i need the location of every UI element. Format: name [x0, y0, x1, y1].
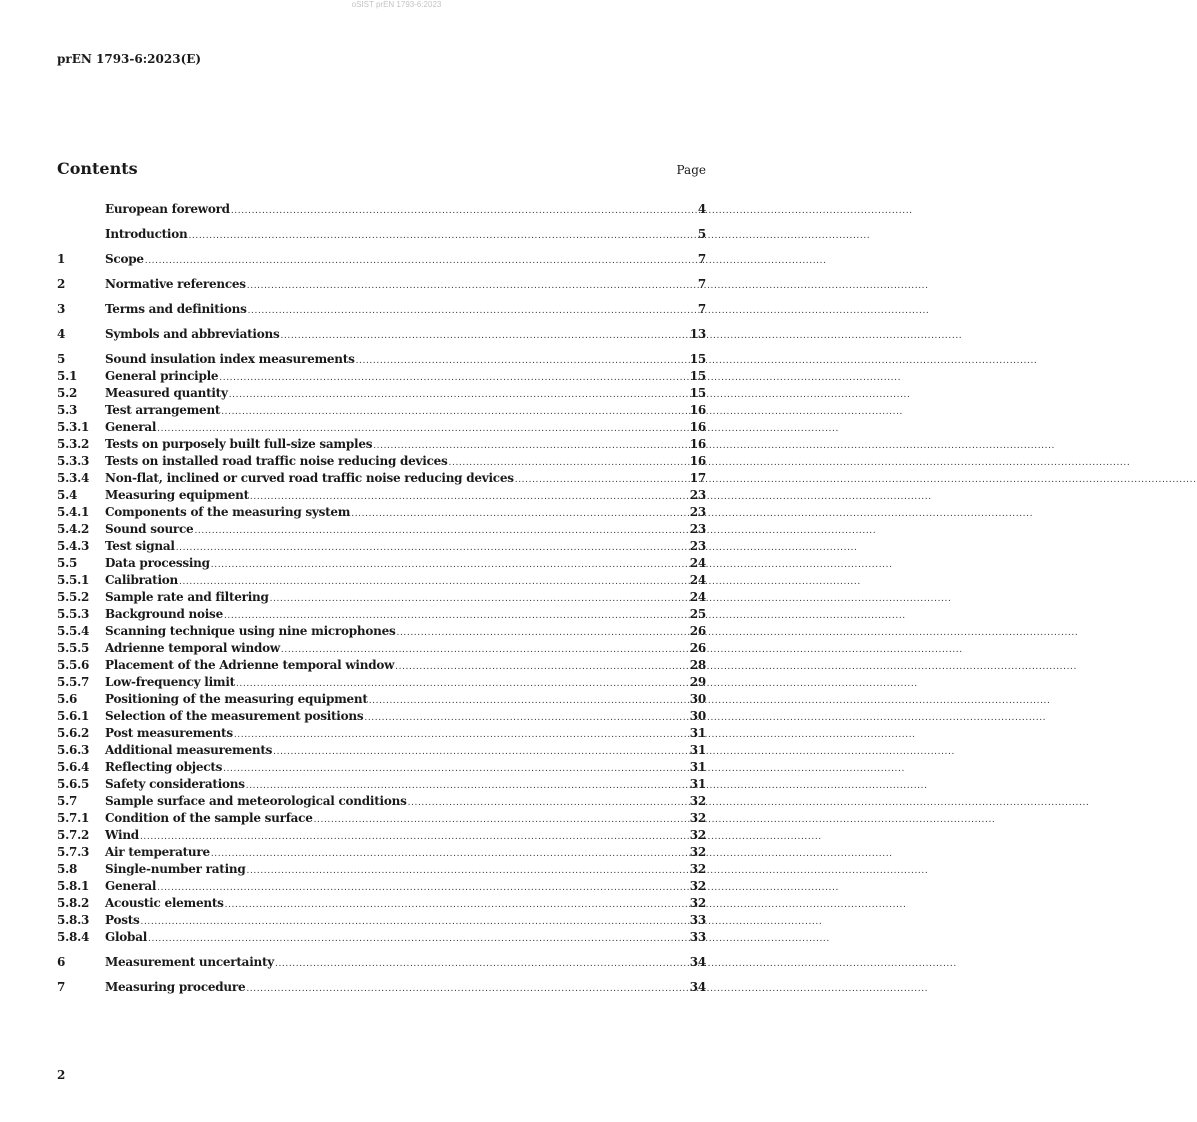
toc-dot-leader	[273, 744, 689, 761]
toc-entry-title: Calibration	[105, 573, 179, 587]
toc-entry-number: 5.7.3	[57, 845, 90, 859]
page-column-label: Page	[676, 163, 706, 177]
toc-entry-number: 6	[57, 955, 66, 969]
toc-entry[interactable]	[57, 878, 706, 895]
toc-entry-number: 5.5.4	[57, 624, 90, 638]
toc-entry[interactable]	[57, 725, 706, 742]
toc-entry[interactable]	[57, 521, 706, 538]
toc-dot-leader	[397, 625, 689, 642]
toc-entry-title: General principle	[105, 369, 219, 383]
toc-entry-page: 24	[689, 590, 706, 604]
toc-entry[interactable]	[57, 555, 706, 572]
toc-entry-page: 15	[689, 369, 706, 383]
toc-dot-leader	[270, 591, 689, 608]
toc-entry-page: 23	[689, 488, 706, 502]
toc-entry-title: Tests on installed road traffic noise reducing devices	[105, 454, 448, 468]
toc-entry-number: 5.2	[57, 386, 78, 400]
toc-dot-leader	[194, 523, 688, 540]
toc-entry-page: 32	[689, 879, 706, 893]
toc-entry-title: Symbols and abbreviations	[105, 327, 280, 341]
page-number: 2	[57, 1068, 66, 1082]
toc-entry-page: 24	[689, 556, 706, 570]
toc-entry-page: 33	[689, 913, 706, 927]
toc-dot-leader	[219, 370, 689, 387]
toc-entry-page: 25	[689, 607, 706, 621]
toc-entry-title: Sample surface and meteorological conditions	[105, 794, 407, 808]
toc-entry-title: Acoustic elements	[105, 896, 224, 910]
document-id: prEN 1793-6:2023(E)	[57, 52, 202, 66]
toc-entry[interactable]	[57, 385, 706, 402]
toc-entry-page: 23	[689, 505, 706, 519]
toc-entry-number: 5.3.2	[57, 437, 90, 451]
toc-dot-leader	[369, 693, 689, 710]
toc-entry-page: 28	[689, 658, 706, 672]
toc-entry-number: 5.6.3	[57, 743, 90, 757]
toc-dot-leader	[157, 880, 689, 897]
toc-entry-title: Condition of the sample surface	[105, 811, 313, 825]
toc-entry[interactable]	[57, 861, 706, 878]
toc-entry-page: 29	[689, 675, 706, 689]
toc-entry-number: 5.8	[57, 862, 78, 876]
toc-entry-page: 13	[689, 327, 706, 341]
toc-entry-number: 5.5.6	[57, 658, 90, 672]
toc-entry-title: Terms and definitions	[105, 302, 247, 316]
toc-entry[interactable]	[57, 827, 706, 844]
toc-entry[interactable]	[57, 691, 706, 708]
toc-entry-number: 5.4.2	[57, 522, 90, 536]
toc-entry-title: Reflecting objects	[105, 760, 223, 774]
toc-entry-page: 31	[689, 760, 706, 774]
toc-entry-title: Single-number rating	[105, 862, 246, 876]
watermark: oSIST prEN 1793-6:2023	[351, 0, 442, 9]
toc-entry-title: Background noise	[105, 607, 223, 621]
toc-dot-leader	[188, 228, 696, 245]
toc-entry-page: 32	[689, 845, 706, 859]
toc-entry-page: 26	[689, 624, 706, 638]
toc-entry-page: 32	[689, 811, 706, 825]
toc-entry-title: Test arrangement	[105, 403, 221, 417]
toc-dot-leader	[515, 472, 689, 489]
toc-entry-number: 5.8.3	[57, 913, 90, 927]
toc-entry-number: 5	[57, 352, 66, 366]
toc-entry-page: 16	[689, 403, 706, 417]
toc-entry-number: 5.6.5	[57, 777, 90, 791]
toc-entry-title: Posts	[105, 913, 140, 927]
toc-entry-number: 5.4.1	[57, 505, 90, 519]
toc-entry-title: Measuring procedure	[105, 980, 246, 994]
toc-entry-title: Scope	[105, 252, 144, 266]
toc-entry[interactable]	[57, 844, 706, 861]
toc-entry-title: Components of the measuring system	[105, 505, 351, 519]
toc-entry[interactable]	[57, 326, 706, 343]
toc-dot-leader	[140, 829, 689, 846]
toc-entry-title: Selection of the measurement positions	[105, 709, 364, 723]
toc-entry[interactable]	[57, 606, 706, 623]
toc-entry-number: 5.3.3	[57, 454, 90, 468]
toc-entry-title: European foreword	[105, 202, 230, 216]
toc-entry-number: 5.7.2	[57, 828, 90, 842]
toc-entry[interactable]	[57, 589, 706, 606]
toc-entry[interactable]	[57, 487, 706, 504]
toc-dot-leader	[314, 812, 689, 829]
toc-entry-number: 5.5.1	[57, 573, 90, 587]
toc-dot-leader	[148, 931, 689, 948]
toc-entry[interactable]	[57, 470, 706, 487]
toc-entry[interactable]	[57, 657, 706, 674]
toc-entry[interactable]	[57, 572, 706, 589]
toc-entry-number: 5.5.2	[57, 590, 90, 604]
toc-entry-title: Measured quantity	[105, 386, 228, 400]
toc-entry-number: 1	[57, 252, 66, 266]
toc-entry-page: 32	[689, 862, 706, 876]
toc-entry-number: 3	[57, 302, 66, 316]
toc-entry-title: Test signal	[105, 539, 175, 553]
toc-entry[interactable]	[57, 201, 706, 218]
toc-entry[interactable]	[57, 351, 706, 368]
toc-entry-title: Measuring equipment	[105, 488, 249, 502]
toc-entry-page: 4	[697, 202, 706, 216]
toc-entry-title: General	[105, 879, 157, 893]
toc-dot-leader	[211, 846, 689, 863]
toc-entry-title: Sample rate and filtering	[105, 590, 269, 604]
toc-entry-number: 5.6.4	[57, 760, 90, 774]
toc-entry-title: Measurement uncertainty	[105, 955, 274, 969]
toc-dot-leader	[229, 387, 689, 404]
toc-entry[interactable]	[57, 623, 706, 640]
toc-entry-number: 5.6	[57, 692, 78, 706]
toc-entry[interactable]	[57, 776, 706, 793]
toc-entry-number: 5.6.1	[57, 709, 90, 723]
toc-entry-number: 5.3.1	[57, 420, 90, 434]
toc-entry-number: 5.5	[57, 556, 78, 570]
toc-entry-title: Wind	[105, 828, 139, 842]
toc-entry-page: 15	[689, 352, 706, 366]
toc-entry-number: 4	[57, 327, 66, 341]
toc-entry[interactable]	[57, 301, 706, 318]
toc-entry-page: 16	[689, 420, 706, 434]
toc-entry-page: 32	[689, 896, 706, 910]
toc-entry[interactable]	[57, 419, 706, 436]
toc-entry-number: 5.3.4	[57, 471, 90, 485]
toc-entry-title: Air temperature	[105, 845, 210, 859]
toc-entry-page: 7	[697, 277, 706, 291]
toc-dot-leader	[248, 303, 697, 320]
toc-entry-page: 32	[689, 794, 706, 808]
toc-entry[interactable]	[57, 538, 706, 555]
toc-entry-number: 5.5.5	[57, 641, 90, 655]
toc-entry-page: 34	[689, 980, 706, 994]
toc-dot-leader	[223, 761, 689, 778]
toc-entry-title: General	[105, 420, 157, 434]
toc-entry-number: 5.8.4	[57, 930, 90, 944]
toc-dot-leader	[364, 710, 688, 727]
toc-entry-number: 5.8.2	[57, 896, 90, 910]
table-of-contents	[57, 201, 706, 996]
toc-dot-leader	[247, 278, 697, 295]
toc-entry-page: 7	[697, 252, 706, 266]
toc-entry-number: 5.7	[57, 794, 78, 808]
toc-entry-number: 5.4.3	[57, 539, 90, 553]
toc-entry-number: 2	[57, 277, 66, 291]
toc-entry-title: Global	[105, 930, 148, 944]
toc-entry-page: 7	[697, 302, 706, 316]
toc-dot-leader	[247, 863, 689, 880]
toc-entry-page: 30	[689, 692, 706, 706]
toc-entry[interactable]	[57, 954, 706, 971]
toc-entry-page: 33	[689, 930, 706, 944]
toc-entry[interactable]	[57, 810, 706, 827]
toc-dot-leader	[351, 506, 689, 523]
toc-entry-title: Scanning technique using nine microphones	[105, 624, 396, 638]
toc-dot-leader	[280, 328, 688, 345]
toc-dot-leader	[145, 253, 697, 270]
toc-dot-leader	[395, 659, 689, 676]
toc-dot-leader	[275, 956, 689, 973]
toc-entry-title: Data processing	[105, 556, 210, 570]
toc-entry[interactable]	[57, 640, 706, 657]
toc-entry-title: Sound source	[105, 522, 194, 536]
toc-entry-number: 5.3	[57, 403, 78, 417]
toc-entry[interactable]	[57, 912, 706, 929]
toc-dot-leader	[176, 540, 689, 557]
toc-entry[interactable]	[57, 402, 706, 419]
toc-entry-title: Additional measurements	[105, 743, 273, 757]
toc-entry-page: 24	[689, 573, 706, 587]
toc-entry-page: 32	[689, 828, 706, 842]
toc-entry[interactable]	[57, 895, 706, 912]
contents-heading: Contents	[57, 159, 138, 178]
toc-dot-leader	[231, 203, 697, 220]
toc-entry-title: Placement of the Adrienne temporal window	[105, 658, 395, 672]
toc-entry-number: 5.1	[57, 369, 78, 383]
toc-dot-leader	[356, 353, 689, 370]
toc-entry-number: 5.4	[57, 488, 78, 502]
toc-entry-number: 5.5.7	[57, 675, 90, 689]
toc-entry[interactable]	[57, 742, 706, 759]
toc-entry[interactable]	[57, 436, 706, 453]
toc-dot-leader	[234, 727, 689, 744]
toc-entry[interactable]	[57, 453, 706, 470]
toc-dot-leader	[141, 914, 689, 931]
toc-entry[interactable]	[57, 759, 706, 776]
toc-entry[interactable]	[57, 251, 706, 268]
toc-entry[interactable]	[57, 674, 706, 691]
toc-entry-number: 5.5.3	[57, 607, 90, 621]
toc-entry-page: 34	[689, 955, 706, 969]
toc-entry-page: 17	[689, 471, 706, 485]
toc-entry-number: 5.8.1	[57, 879, 90, 893]
toc-entry-page: 31	[689, 743, 706, 757]
toc-entry-title: Tests on purposely built full-size samples	[105, 437, 373, 451]
toc-entry-title: Post measurements	[105, 726, 233, 740]
toc-entry-page: 23	[689, 539, 706, 553]
toc-entry[interactable]	[57, 793, 706, 810]
toc-entry-title: Safety considerations	[105, 777, 245, 791]
toc-entry-page: 23	[689, 522, 706, 536]
toc-entry-page: 30	[689, 709, 706, 723]
toc-entry[interactable]	[57, 504, 706, 521]
toc-entry-title: Sound insulation index measurements	[105, 352, 355, 366]
toc-entry-title: Normative references	[105, 277, 246, 291]
toc-entry-title: Low-frequency limit	[105, 675, 235, 689]
toc-dot-leader	[246, 981, 688, 998]
toc-dot-leader	[408, 795, 689, 812]
toc-entry-page: 15	[689, 386, 706, 400]
toc-entry-number: 5.6.2	[57, 726, 90, 740]
toc-entry-page: 26	[689, 641, 706, 655]
toc-dot-leader	[225, 897, 689, 914]
toc-entry[interactable]	[57, 929, 706, 946]
toc-entry-page: 16	[689, 454, 706, 468]
toc-entry-page: 16	[689, 437, 706, 451]
toc-dot-leader	[221, 404, 689, 421]
toc-entry-title: Positioning of the measuring equipment	[105, 692, 368, 706]
toc-dot-leader	[211, 557, 689, 574]
toc-entry-title: Introduction	[105, 227, 188, 241]
toc-entry-page: 5	[697, 227, 706, 241]
toc-entry-number: 7	[57, 980, 66, 994]
toc-entry-page: 31	[689, 777, 706, 791]
toc-entry[interactable]	[57, 276, 706, 293]
toc-entry-title: Adrienne temporal window	[105, 641, 280, 655]
toc-entry-page: 31	[689, 726, 706, 740]
toc-entry[interactable]	[57, 708, 706, 725]
toc-entry-title: Non-flat, inclined or curved road traffic noise reducing devices	[105, 471, 514, 485]
toc-entry[interactable]	[57, 226, 706, 243]
toc-entry[interactable]	[57, 368, 706, 385]
toc-entry-number: 5.7.1	[57, 811, 90, 825]
toc-entry[interactable]	[57, 979, 706, 996]
